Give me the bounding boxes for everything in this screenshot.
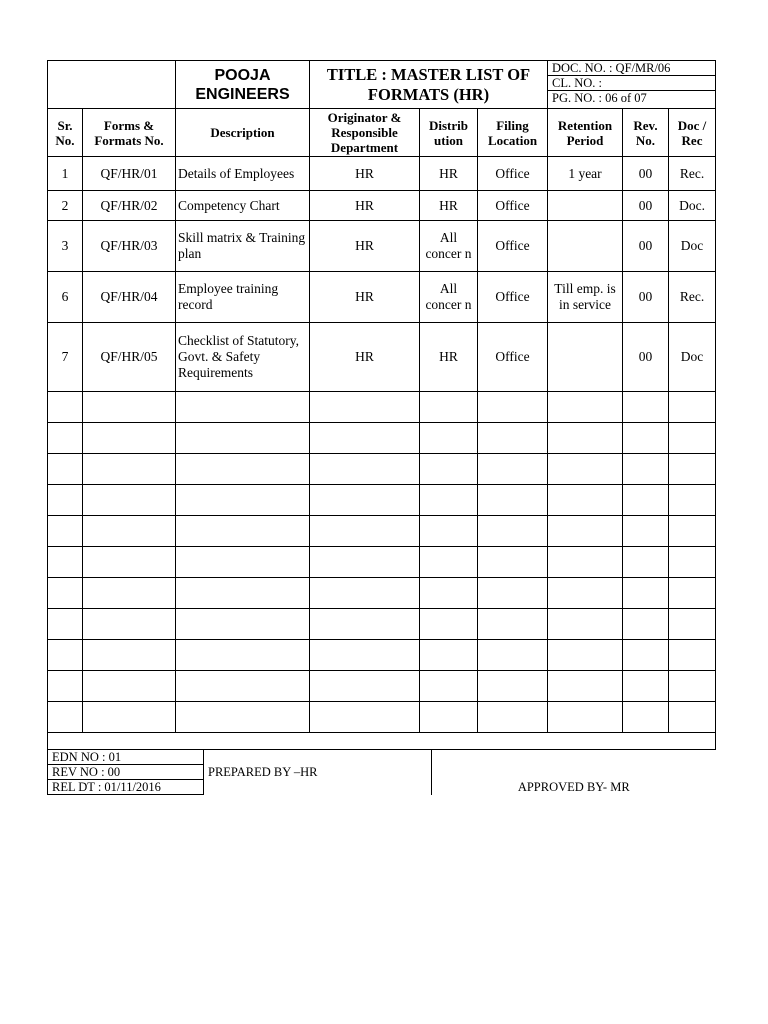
- table-row: [48, 323, 716, 392]
- empty-cell: [48, 454, 83, 485]
- empty-cell: [623, 392, 669, 423]
- cell-filing: Office: [478, 221, 548, 272]
- empty-row: [48, 640, 716, 671]
- empty-cell: [420, 671, 478, 702]
- empty-cell: [83, 671, 176, 702]
- empty-cell: [548, 485, 623, 516]
- footer-block: [47, 749, 716, 795]
- cell-description: Employee training record: [176, 272, 310, 323]
- empty-cell: [48, 547, 83, 578]
- rev-no: REV NO : 00: [48, 765, 204, 780]
- empty-cell: [176, 392, 310, 423]
- table-row: [48, 157, 716, 191]
- empty-cell: [420, 392, 478, 423]
- empty-cell: [176, 485, 310, 516]
- col-originator: Originator & Responsible Department: [310, 109, 420, 157]
- empty-cell: [310, 640, 420, 671]
- empty-cell: [548, 640, 623, 671]
- table-row: [48, 272, 716, 323]
- cell-rev: 00: [623, 191, 669, 221]
- empty-cell: [623, 485, 669, 516]
- format-sheet: [47, 60, 715, 795]
- empty-row: [48, 547, 716, 578]
- empty-row: [48, 609, 716, 640]
- col-description: Description: [176, 109, 310, 157]
- empty-row: [48, 671, 716, 702]
- empty-cell: [48, 516, 83, 547]
- cell-rev: 00: [623, 323, 669, 392]
- cell-description: Checklist of Statutory, Govt. & Safety Requirements: [176, 323, 310, 392]
- cell-format: QF/HR/03: [83, 221, 176, 272]
- col-format-no: Forms & Formats No.: [83, 109, 176, 157]
- empty-cell: [669, 640, 716, 671]
- empty-cell: [310, 578, 420, 609]
- cell-description: Details of Employees: [176, 157, 310, 191]
- empty-cell: [48, 671, 83, 702]
- col-sr-no: Sr. No.: [48, 109, 83, 157]
- empty-cell: [478, 516, 548, 547]
- empty-row: [48, 702, 716, 733]
- empty-cell: [478, 547, 548, 578]
- empty-cell: [310, 392, 420, 423]
- cell-retention: [548, 221, 623, 272]
- empty-cell: [176, 578, 310, 609]
- empty-cell: [669, 702, 716, 733]
- cell-rev: 00: [623, 221, 669, 272]
- rel-dt: REL DT : 01/11/2016: [48, 780, 204, 795]
- empty-cell: [478, 485, 548, 516]
- cell-filing: Office: [478, 323, 548, 392]
- cell-doc-rec: Doc.: [669, 191, 716, 221]
- empty-cell: [548, 702, 623, 733]
- empty-cell: [548, 454, 623, 485]
- col-filing-location: Filing Location: [478, 109, 548, 157]
- cell-retention: 1 year: [548, 157, 623, 191]
- empty-cell: [48, 609, 83, 640]
- empty-cell: [669, 609, 716, 640]
- empty-cell: [478, 671, 548, 702]
- empty-cell: [623, 578, 669, 609]
- cell-sr: 6: [48, 272, 83, 323]
- cell-originator: HR: [310, 157, 420, 191]
- empty-cell: [478, 454, 548, 485]
- table-row: [48, 191, 716, 221]
- empty-cell: [83, 609, 176, 640]
- column-header-row: [48, 109, 716, 157]
- cell-doc-rec: Rec.: [669, 157, 716, 191]
- cell-description: Skill matrix & Training plan: [176, 221, 310, 272]
- empty-cell: [83, 485, 176, 516]
- empty-cell: [623, 702, 669, 733]
- empty-cell: [176, 423, 310, 454]
- empty-cell: [420, 485, 478, 516]
- cell-doc-rec: Rec.: [669, 272, 716, 323]
- edn-no: EDN NO : 01: [48, 750, 204, 765]
- empty-cell: [669, 578, 716, 609]
- cell-distribution: All concer n: [420, 221, 478, 272]
- doc-no: DOC. NO. : QF/MR/06: [548, 61, 715, 76]
- cell-sr: 2: [48, 191, 83, 221]
- empty-cell: [420, 454, 478, 485]
- empty-cell: [310, 609, 420, 640]
- empty-cell: [548, 547, 623, 578]
- empty-cell: [420, 423, 478, 454]
- cell-format: QF/HR/05: [83, 323, 176, 392]
- empty-cell: [83, 454, 176, 485]
- empty-cell: [420, 516, 478, 547]
- empty-cell: [548, 423, 623, 454]
- cell-rev: 00: [623, 157, 669, 191]
- approved-by: APPROVED BY- MR: [432, 750, 716, 795]
- empty-cell: [669, 392, 716, 423]
- empty-cell: [478, 423, 548, 454]
- empty-row: [48, 485, 716, 516]
- blank-rows: [48, 392, 716, 733]
- spacer-row: [48, 733, 716, 750]
- cell-rev: 00: [623, 272, 669, 323]
- header-row: [48, 61, 716, 109]
- empty-cell: [176, 671, 310, 702]
- empty-cell: [310, 516, 420, 547]
- empty-cell: [478, 702, 548, 733]
- empty-cell: [83, 702, 176, 733]
- cell-originator: HR: [310, 272, 420, 323]
- cell-filing: Office: [478, 272, 548, 323]
- cell-originator: HR: [310, 323, 420, 392]
- cell-sr: 7: [48, 323, 83, 392]
- cell-format: QF/HR/01: [83, 157, 176, 191]
- empty-cell: [478, 640, 548, 671]
- empty-cell: [623, 454, 669, 485]
- cell-doc-rec: Doc: [669, 323, 716, 392]
- cl-no: CL. NO. :: [548, 76, 715, 91]
- empty-cell: [669, 671, 716, 702]
- empty-cell: [48, 423, 83, 454]
- cell-doc-rec: Doc: [669, 221, 716, 272]
- empty-cell: [83, 578, 176, 609]
- cell-retention: Till emp. is in service: [548, 272, 623, 323]
- cell-originator: HR: [310, 191, 420, 221]
- empty-cell: [623, 671, 669, 702]
- cell-originator: HR: [310, 221, 420, 272]
- empty-cell: [669, 547, 716, 578]
- empty-cell: [83, 516, 176, 547]
- empty-cell: [83, 392, 176, 423]
- empty-cell: [669, 485, 716, 516]
- cell-distribution: HR: [420, 191, 478, 221]
- empty-cell: [478, 609, 548, 640]
- empty-cell: [176, 516, 310, 547]
- empty-cell: [310, 454, 420, 485]
- empty-cell: [48, 485, 83, 516]
- empty-cell: [310, 547, 420, 578]
- empty-cell: [48, 640, 83, 671]
- empty-cell: [623, 423, 669, 454]
- empty-cell: [48, 578, 83, 609]
- empty-cell: [310, 485, 420, 516]
- empty-cell: [176, 640, 310, 671]
- empty-cell: [623, 609, 669, 640]
- cell-distribution: HR: [420, 323, 478, 392]
- document-title: TITLE : MASTER LIST OF FORMATS (HR): [310, 61, 548, 109]
- company-name: POOJA ENGINEERS: [176, 61, 310, 109]
- col-rev-no: Rev. No.: [623, 109, 669, 157]
- cell-format: QF/HR/04: [83, 272, 176, 323]
- logo-cell: [48, 61, 176, 109]
- empty-cell: [623, 547, 669, 578]
- empty-cell: [623, 640, 669, 671]
- empty-row: [48, 516, 716, 547]
- empty-cell: [420, 702, 478, 733]
- empty-cell: [83, 640, 176, 671]
- empty-row: [48, 392, 716, 423]
- spacer-cell: [48, 733, 716, 750]
- empty-cell: [176, 454, 310, 485]
- empty-cell: [548, 671, 623, 702]
- empty-cell: [548, 609, 623, 640]
- empty-cell: [176, 609, 310, 640]
- empty-cell: [310, 671, 420, 702]
- empty-cell: [548, 516, 623, 547]
- document-meta: [548, 61, 716, 109]
- empty-cell: [478, 392, 548, 423]
- empty-cell: [310, 702, 420, 733]
- empty-cell: [669, 516, 716, 547]
- empty-cell: [669, 423, 716, 454]
- empty-cell: [310, 423, 420, 454]
- cell-format: QF/HR/02: [83, 191, 176, 221]
- empty-cell: [176, 547, 310, 578]
- empty-row: [48, 578, 716, 609]
- empty-cell: [548, 392, 623, 423]
- empty-row: [48, 454, 716, 485]
- empty-cell: [83, 547, 176, 578]
- empty-cell: [548, 578, 623, 609]
- cell-filing: Office: [478, 157, 548, 191]
- cell-sr: 1: [48, 157, 83, 191]
- prepared-by: PREPARED BY –HR: [204, 750, 432, 795]
- master-list-table: [47, 60, 716, 750]
- col-distribution: Distrib ution: [420, 109, 478, 157]
- empty-cell: [478, 578, 548, 609]
- cell-distribution: HR: [420, 157, 478, 191]
- empty-cell: [420, 578, 478, 609]
- empty-cell: [48, 392, 83, 423]
- empty-row: [48, 423, 716, 454]
- empty-cell: [420, 547, 478, 578]
- empty-cell: [420, 640, 478, 671]
- cell-sr: 3: [48, 221, 83, 272]
- cell-retention: [548, 191, 623, 221]
- cell-retention: [548, 323, 623, 392]
- empty-cell: [623, 516, 669, 547]
- table-row: [48, 221, 716, 272]
- col-doc-rec: Doc / Rec: [669, 109, 716, 157]
- cell-filing: Office: [478, 191, 548, 221]
- empty-cell: [83, 423, 176, 454]
- cell-description: Competency Chart: [176, 191, 310, 221]
- col-retention-period: Retention Period: [548, 109, 623, 157]
- empty-cell: [176, 702, 310, 733]
- pg-no: PG. NO. : 06 of 07: [552, 91, 647, 105]
- empty-cell: [420, 609, 478, 640]
- empty-cell: [669, 454, 716, 485]
- cell-distribution: All concer n: [420, 272, 478, 323]
- empty-cell: [48, 702, 83, 733]
